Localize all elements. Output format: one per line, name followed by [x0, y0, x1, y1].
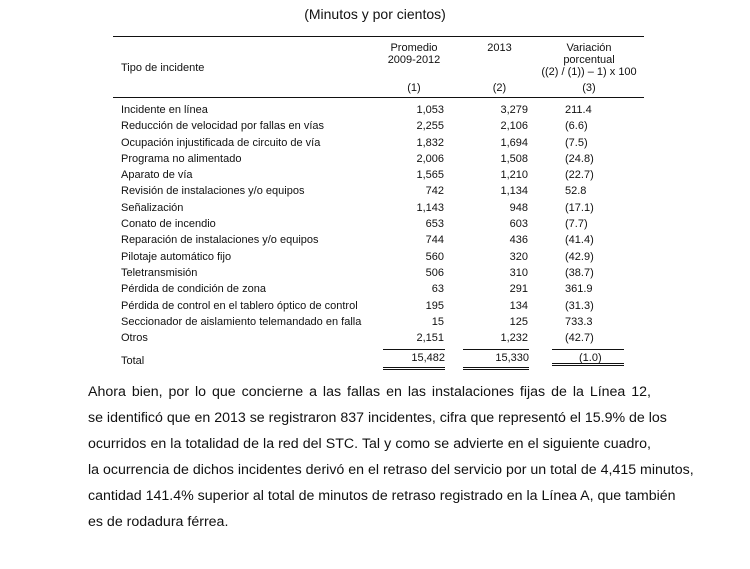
row-value-variation: (24.8) [565, 152, 594, 165]
header-col3-line2: porcentual [563, 54, 615, 66]
paragraph-line: Ahora bien, por lo que concierne a las fallas en las instalaciones fijas de la Línea 12, [88, 384, 651, 400]
header-num1: (1) [407, 82, 421, 94]
row-value-variation: (6.6) [565, 120, 588, 133]
header-num2: (2) [492, 82, 507, 94]
table-row [113, 135, 644, 151]
paragraph-line: la ocurrencia de dichos incidentes derivó en el retraso del servicio por un total de 4,415 minutos, [88, 462, 694, 478]
header-col3 [534, 42, 644, 78]
row-value-avg: 2,006 [416, 152, 444, 165]
table-row [113, 183, 644, 199]
row-value-avg: 63 [431, 283, 444, 296]
incident-table [113, 36, 644, 373]
row-value-variation: 211.4 [565, 104, 592, 116]
row-value-2013: 3,279 [500, 104, 528, 116]
row-label: Pérdida de control en el tablero óptico de control [121, 299, 358, 312]
header-col1-line2: 2009-2012 [387, 54, 441, 66]
table-row [113, 314, 644, 330]
row-value-variation: 52.8 [565, 185, 587, 198]
row-value-2013: 125 [509, 315, 528, 328]
row-value-avg: 1,832 [416, 136, 444, 149]
row-value-variation: (42.7) [565, 332, 594, 345]
header-col3-line3: ((2) / (1)) – 1) x 100 [541, 66, 637, 78]
row-value-variation: 733.3 [565, 315, 593, 328]
table-row [113, 330, 644, 346]
row-value-avg: 506 [425, 266, 444, 279]
row-value-2013: 2,106 [500, 120, 528, 133]
table-row [113, 102, 644, 118]
row-label: Teletransmisión [121, 266, 198, 279]
row-label: Reducción de velocidad por fallas en vías [121, 120, 325, 133]
table-row [113, 265, 644, 281]
row-value-2013: 1,232 [500, 332, 528, 345]
row-label: Señalización [121, 201, 184, 214]
row-label: Incidente en línea [121, 104, 208, 116]
row-value-variation: (7.7) [565, 218, 588, 231]
row-value-avg: 742 [425, 185, 444, 198]
row-label: Pilotaje automático fijo [121, 250, 232, 263]
body-paragraph [88, 379, 694, 535]
row-value-variation: (17.1) [565, 201, 594, 214]
row-label: Conato de incendio [121, 218, 216, 231]
row-label: Programa no alimentado [121, 152, 242, 165]
row-value-variation: (38.7) [565, 266, 594, 279]
table-row [113, 200, 644, 216]
table-row [113, 249, 644, 265]
paragraph-line: cantidad 141.4% superior al total de minutos de retraso registrado en la Línea A, que también [88, 488, 676, 504]
row-value-variation: (7.5) [565, 136, 588, 149]
table-row [113, 232, 644, 248]
total-value-2013: 15,330 [463, 349, 529, 370]
row-value-variation: (22.7) [565, 169, 594, 182]
table-caption: (Minutos y por cientos) [304, 6, 446, 22]
row-value-2013: 1,134 [500, 185, 528, 198]
header-type: Tipo de incidente [121, 62, 205, 74]
row-value-avg: 560 [425, 250, 444, 263]
row-value-avg: 195 [425, 299, 444, 312]
row-value-2013: 1,210 [500, 169, 528, 182]
header-num3: (3) [582, 82, 596, 94]
row-value-avg: 1,053 [416, 104, 444, 116]
row-label: Revisión de instalaciones y/o equipos [121, 185, 305, 198]
row-value-2013: 1,694 [500, 136, 528, 149]
row-label: Seccionador de aislamiento telemandado en falla [121, 315, 362, 328]
row-label: Ocupación injustificada de circuito de vía [121, 136, 321, 149]
row-value-2013: 291 [509, 283, 528, 296]
row-value-2013: 603 [509, 218, 528, 231]
table-row [113, 216, 644, 232]
header-col2: 2013 [487, 42, 512, 54]
paragraph-line: se identificó que en 2013 se registraron 837 incidentes, cifra que representó el 15.9% de los [88, 410, 667, 426]
row-value-2013: 436 [509, 234, 528, 247]
row-value-2013: 320 [509, 250, 528, 263]
total-value-variation: (1.0) [552, 349, 624, 366]
row-value-variation: (31.3) [565, 299, 594, 312]
header-col3-line1: Variación [566, 42, 612, 54]
row-value-variation: (41.4) [565, 234, 594, 247]
header-col1 [369, 42, 459, 66]
row-value-2013: 948 [509, 201, 528, 214]
total-label: Total [121, 355, 145, 368]
header-col1-line1: Promedio [390, 42, 438, 54]
row-value-avg: 15 [431, 315, 444, 328]
table-row [113, 167, 644, 183]
paragraph-line: ocurridos en la totalidad de la red del STC. Tal y como se advierte en el siguiente cuadro, [88, 436, 651, 452]
table-row [113, 298, 644, 314]
row-label: Pérdida de condición de zona [121, 283, 266, 296]
row-value-2013: 134 [509, 299, 528, 312]
row-value-2013: 310 [509, 266, 528, 279]
table-body [113, 98, 644, 346]
row-label: Reparación de instalaciones y/o equipos [121, 234, 319, 247]
table-row [113, 281, 644, 297]
row-label: Otros [121, 332, 148, 345]
row-value-variation: (42.9) [565, 250, 594, 263]
table-row [113, 151, 644, 167]
paragraph-line: es de rodadura férrea. [88, 514, 229, 530]
total-value-avg: 15,482 [383, 349, 445, 370]
row-value-avg: 744 [425, 234, 444, 247]
row-value-avg: 1,565 [416, 169, 444, 182]
row-value-avg: 2,255 [416, 120, 444, 133]
row-value-variation: 361.9 [565, 283, 593, 296]
row-value-avg: 1,143 [416, 201, 444, 214]
table-total-row [113, 349, 644, 373]
row-value-2013: 1,508 [500, 152, 528, 165]
table-row [113, 118, 644, 134]
row-label: Aparato de vía [121, 169, 193, 182]
row-value-avg: 2,151 [416, 332, 444, 345]
row-value-avg: 653 [425, 218, 444, 231]
table-header [113, 37, 644, 98]
